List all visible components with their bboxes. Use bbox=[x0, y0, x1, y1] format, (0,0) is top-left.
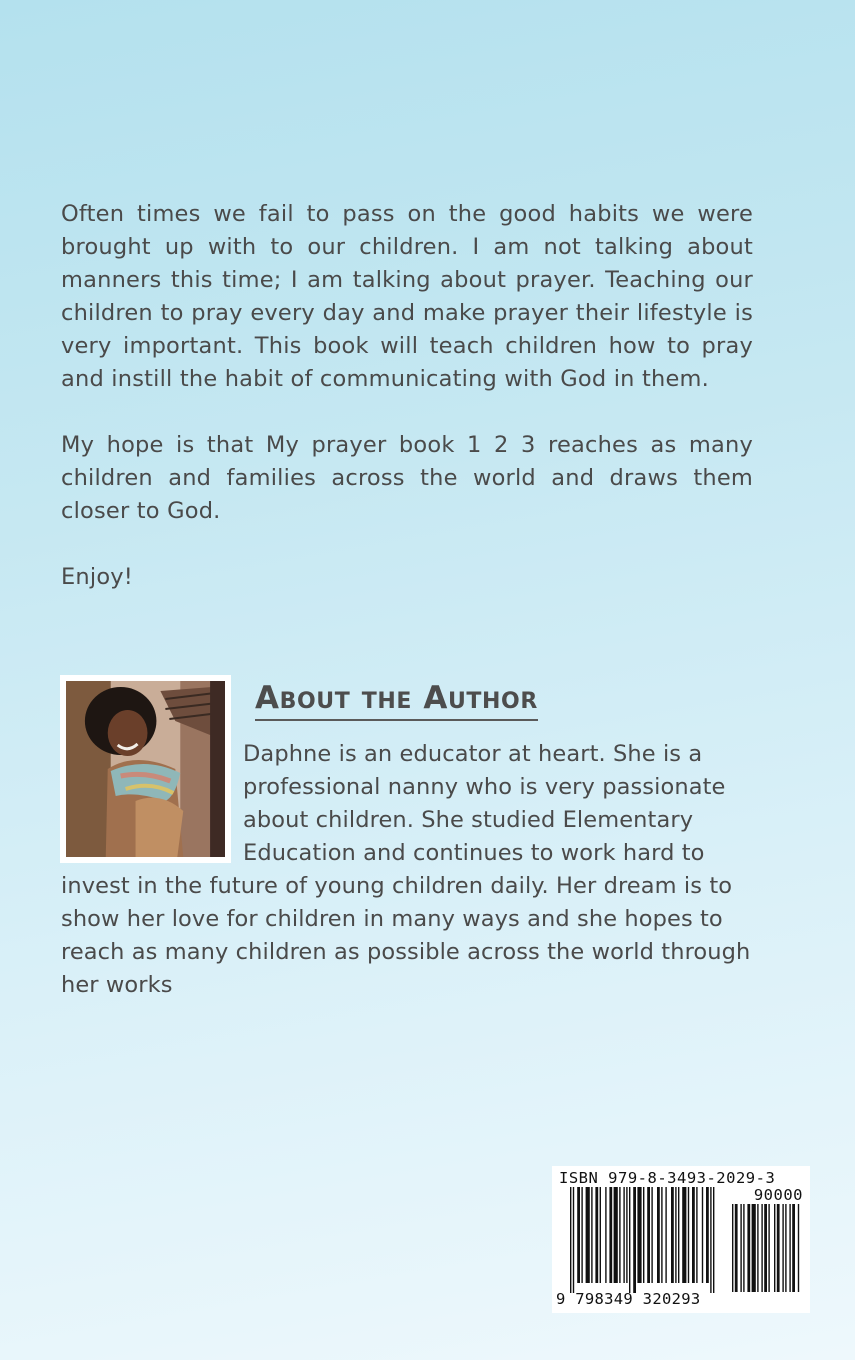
blurb-paragraph-2: My hope is that My prayer book 1 2 3 reaches as many children and families across the world and draws them closer to God. bbox=[61, 432, 753, 524]
ean-digits: 9 798349 320293 bbox=[556, 1290, 701, 1308]
back-cover-blurb bbox=[61, 198, 753, 627]
isbn-barcode bbox=[552, 1166, 810, 1313]
isbn-number: ISBN 979-8-3493-2029-3 bbox=[559, 1169, 776, 1187]
blurb-paragraph-1: Often times we fail to pass on the good habits we were brought up with to our children. I am not talking about manners this time; I am talking about prayer. Teaching our children to pray every day and make prayer their lifestyle is very important. This book will teach children how to pray and instill the habit of communicating with God in them. bbox=[61, 201, 753, 392]
author-bio bbox=[61, 738, 761, 1002]
about-the-author-heading: About the Author bbox=[255, 678, 538, 721]
author-bio-text: Daphne is an educator at heart. She is a professional nanny who is very passionate about children. She studied Elementary Education and continues to work hard to invest in the future of young children daily. Her dream is to show her love for children in many ways and she hopes to reach as many children as possible across the world through her works bbox=[61, 741, 751, 998]
price-code: 90000 bbox=[753, 1186, 803, 1204]
ean-barcode-bars bbox=[570, 1187, 725, 1293]
bio-photo-spacer bbox=[61, 738, 243, 864]
blurb-paragraph-3: Enjoy! bbox=[61, 564, 134, 590]
addon-barcode-bars bbox=[732, 1204, 804, 1292]
